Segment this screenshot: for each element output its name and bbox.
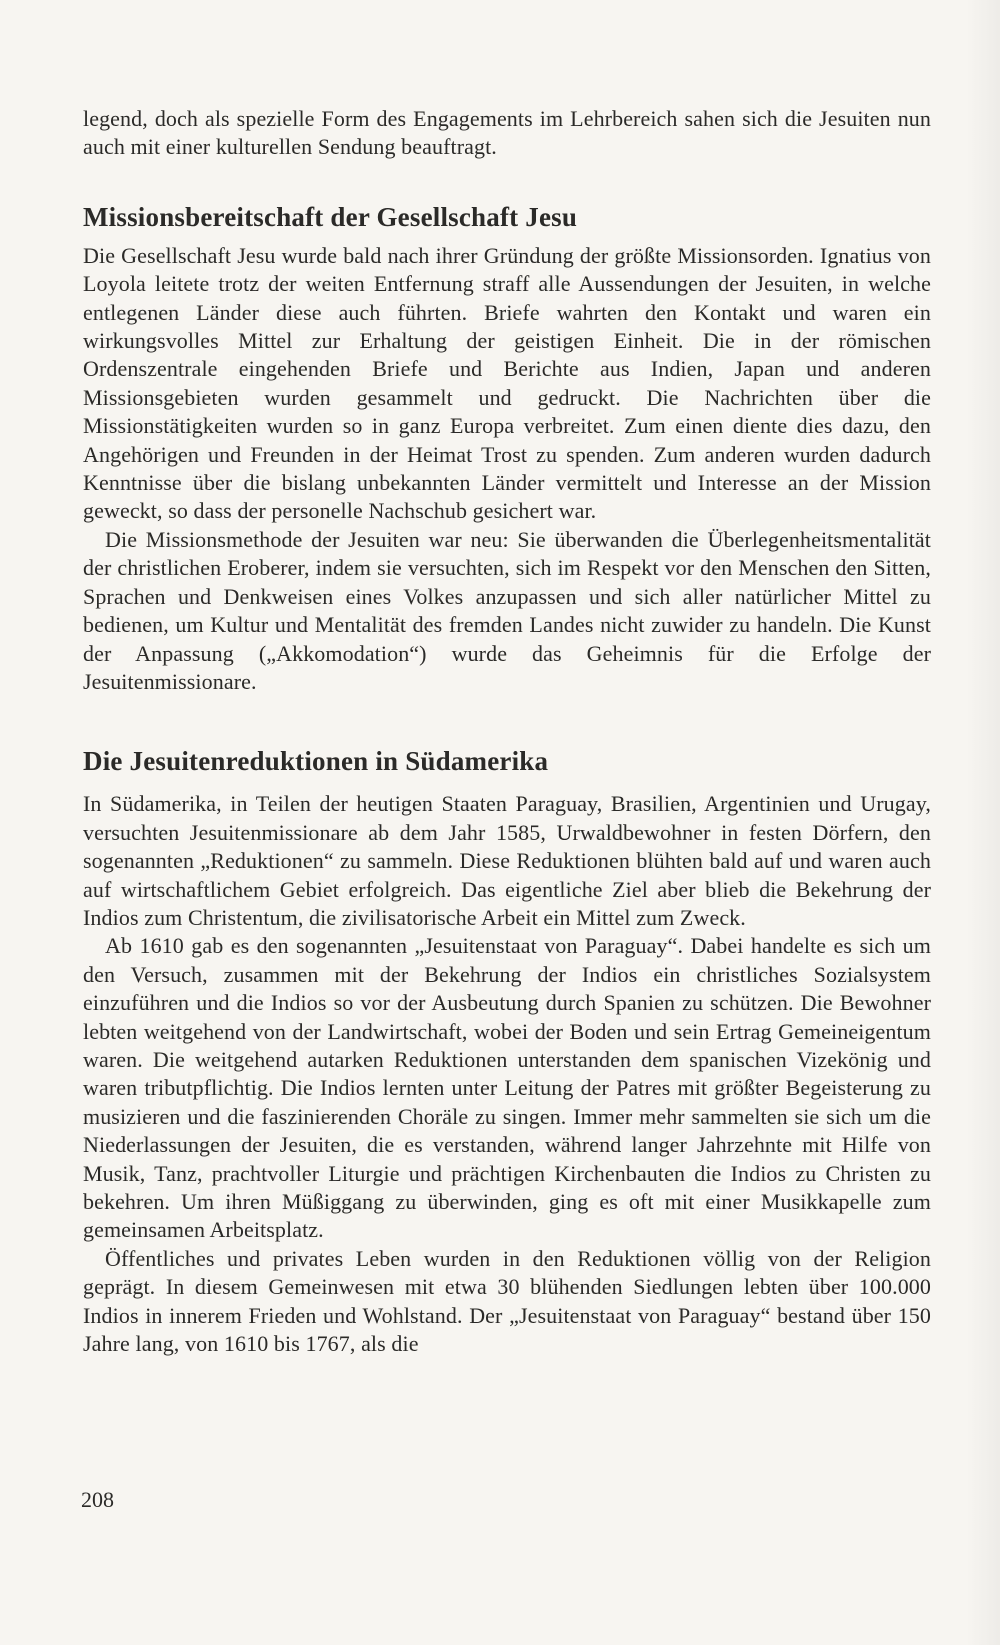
- text-column: [83, 105, 931, 1358]
- section-heading-jesuitenreduktionen: Die Jesuitenreduktionen in Südamerika: [83, 746, 549, 777]
- paragraph-missionsmethode: Die Missionsmethode der Jesuiten war neu: Sie überwanden die Überlegenheitsmentalität der christlichen Eroberer, indem sie versuchten, sich im Respekt vor den Menschen den Sitten, Sprachen und Denkweisen eines Volkes anzupassen und sich aller natürlicher Mittel zu bedienen, um Kultur und Mentalität des fremden Landes nicht zuwider zu handeln. Die Kunst der Anpassung („Akkomodation“) wurde das Geheimnis für die Erfolge der Jesuitenmissionare.: [83, 526, 931, 694]
- paragraph-oeffentliches-leben: Öffentliches und privates Leben wurden in den Reduktionen völlig von der Religion geprägt. In diesem Gemeinwesen mit etwa 30 blühenden Siedlungen lebten über 100.000 Indios in innerem Frieden und Wohlstand. Der „Jesuitenstaat von Paraguay“ bestand über 150 Jahre lang, von 1610 bis 1767, als die: [83, 1245, 931, 1357]
- page-number: 208: [81, 1487, 114, 1512]
- paragraph-jesuitenstaat: Ab 1610 gab es den sogenannten „Jesuitenstaat von Paraguay“. Dabei handelte es sich um den Versuch, zusammen mit der Bekehrung der Indios ein christliches Sozialsystem einzuführen und die Indios so vor der Ausbeutung durch Spanien zu schützen. Die Bewohner lebten weitgehend von der Landwirtschaft, wobei der Boden und sein Ertrag Gemeineigentum waren. Die weitgehend autarken Reduktionen unterstanden dem spanischen Vizekönig und waren tributpflichtig. Die Indios lernten unter Leitung der Patres mit größter Begeisterung zu musizieren und die faszinierenden Choräle zu singen. Immer mehr sammelten sie sich um die Niederlassungen der Jesuiten, die es verstanden, während langer Jahrzehnte mit Hilfe von Musik, Tanz, prachtvoller Liturgie und prächtigen Kirchenbauten die Indios zu Christen zu bekehren. Um ihren Müßiggang zu überwinden, ging es oft mit einer Musikkapelle zum gemeinsamen Arbeitsplatz.: [83, 933, 931, 1243]
- intro-continuation-paragraph: legend, doch als spezielle Form des Engagements im Lehrbereich sahen sich die Jesuiten nun auch mit einer kulturellen Sendung beauftragt.: [83, 106, 931, 160]
- page-edge-shadow: [966, 0, 1000, 1645]
- section-heading-missionsbereitschaft: Missionsbereitschaft der Gesellschaft Jesu: [83, 201, 578, 232]
- paragraph-suedamerika: In Südamerika, in Teilen der heutigen Staaten Paraguay, Brasilien, Argentinien und Urugay, versuchten Jesuitenmissionare ab dem Jahr 1585, Urwaldbewohner in festen Dörfern, den sogenannten „Reduktionen“ zu sammeln. Diese Reduktionen blühten bald auf und waren auch auf wirtschaftlichem Gebiet erfolgreich. Das eigentliche Ziel aber blieb die Bekehrung der Indios zum Christentum, die zivilisatorische Arbeit ein Mittel zum Zweck.: [83, 791, 931, 930]
- paragraph-missionsorden: Die Gesellschaft Jesu wurde bald nach ihrer Gründung der größte Missionsorden. Ignatius von Loyola leitete trotz der weiten Entfernung straff alle Aussendungen der Jesuiten, in welche entlegenen Länder diese auch führten. Briefe wahrten den Kontakt und waren ein wirkungsvolles Mittel zur Erhaltung der geistigen Einheit. Die in der römischen Ordenszentrale eingehenden Briefe und Berichte aus Indien, Japan und anderen Missionsgebieten wurden gesammelt und gedruckt. Die Nachrichten über die Missionstätigkeiten wurden so in ganz Europa verbreitet. Zum einen diente dies dazu, den Angehörigen und Freunden in der Heimat Trost zu spenden. Zum anderen wurden dadurch Kenntnisse über die bislang unbekannten Länder vermittelt und Interesse an der Mission geweckt, so dass der personelle Nachschub gesichert war.: [83, 242, 931, 524]
